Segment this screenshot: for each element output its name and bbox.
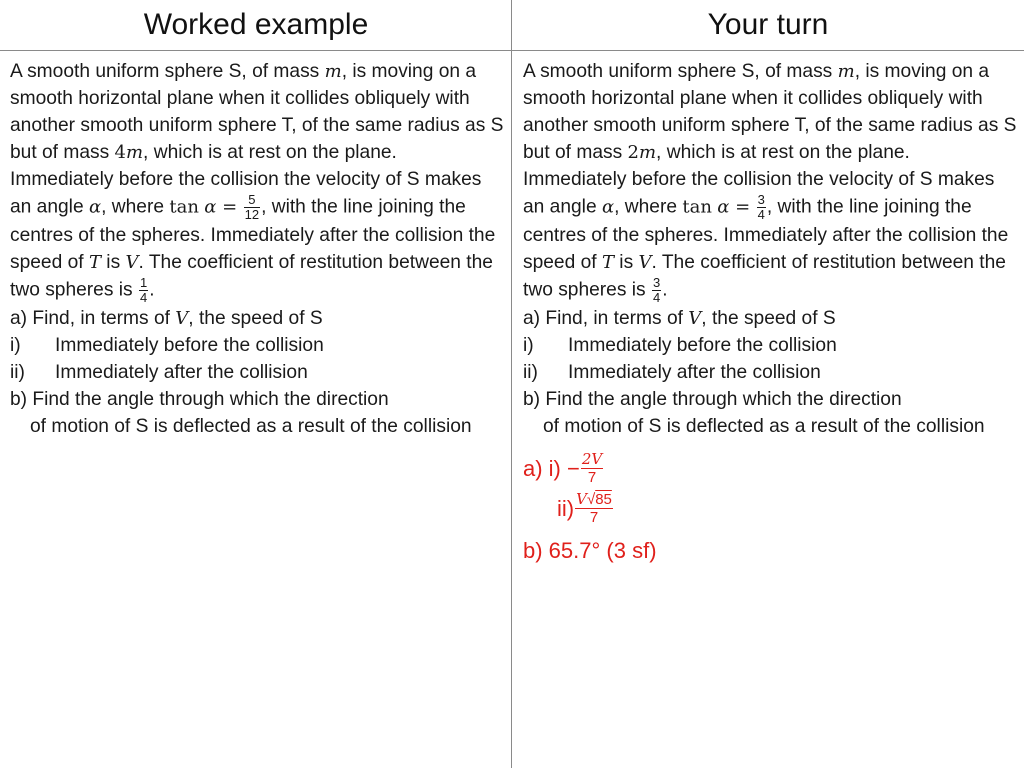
question-b-cont: of motion of S is deflected as a result of the collision: [30, 416, 472, 437]
restitution-fraction: $\frac{3}{4}$: [652, 275, 661, 305]
your-turn-heading: Your turn: [707, 8, 829, 41]
answer-b: b) 65.7° (3 sf): [523, 538, 657, 563]
your-turn-problem: A smooth uniform sphere S, of mass m, is moving on a smooth horizontal plane when it collides obliquely with another smooth uniform sphere T, of the same radius as S but of mass 2m, which is at rest on the plane. Immediately before the collision the velocity of S makes an angle α, where tan α = $\frac{3}{4}$ , with the line joining the centres of the spheres. Immediately after the collision the speed of T is V. The coefficient of restitution between the two spheres is $\frac{3}{4}$ .: [523, 61, 1017, 305]
question-a-ii: ii) Immediately after the collision: [10, 362, 308, 383]
tan-fraction: $\frac{3}{4}$: [757, 192, 765, 222]
table-header: [0, 0, 1024, 51]
question-a-i: i) Immediately before the collision: [10, 335, 324, 356]
question-b-cont: of motion of S is deflected as a result of the collision: [543, 416, 985, 437]
your-turn-column: [523, 58, 1017, 566]
question-b: b) Find the angle through which the direction: [10, 389, 389, 410]
worked-example-column: [10, 58, 504, 440]
answer-a-i-fraction: $\frac{2V}{7}$: [581, 449, 603, 486]
question-a: a) Find, in terms of V, the speed of S: [10, 308, 323, 329]
question-a-ii: ii) Immediately after the collision: [523, 362, 821, 383]
question-b: b) Find the angle through which the direction: [523, 389, 902, 410]
worked-example-heading: Worked example: [143, 8, 369, 41]
column-divider: [511, 0, 512, 768]
question-a: a) Find, in terms of V, the speed of S: [523, 308, 836, 329]
answer-a-ii-fraction: $\frac{V√85}{7}$: [576, 489, 612, 526]
answers: [523, 448, 1017, 566]
tan-fraction: $\frac{5}{12}$: [244, 192, 260, 222]
answer-a-i: a) i) − $\frac{2V}{7}$: [523, 449, 603, 486]
question-a-i: i) Immediately before the collision: [523, 335, 837, 356]
worked-example-problem: A smooth uniform sphere S, of mass m, is moving on a smooth horizontal plane when it collides obliquely with another smooth uniform sphere T, of the same radius as S but of mass 4m, which is at rest on the plane. Immediately before the collision the velocity of S makes an angle α, where tan α = $\frac{5}{12}$ , with the line joining the centres of the spheres. Immediately after the collision the speed of T is V. The coefficient of restitution between the two spheres is $\frac{1}{4}$ .: [10, 61, 504, 305]
restitution-fraction: $\frac{1}{4}$: [139, 275, 148, 305]
answer-a-ii: ii) $\frac{V√85}{7}$: [557, 489, 612, 526]
